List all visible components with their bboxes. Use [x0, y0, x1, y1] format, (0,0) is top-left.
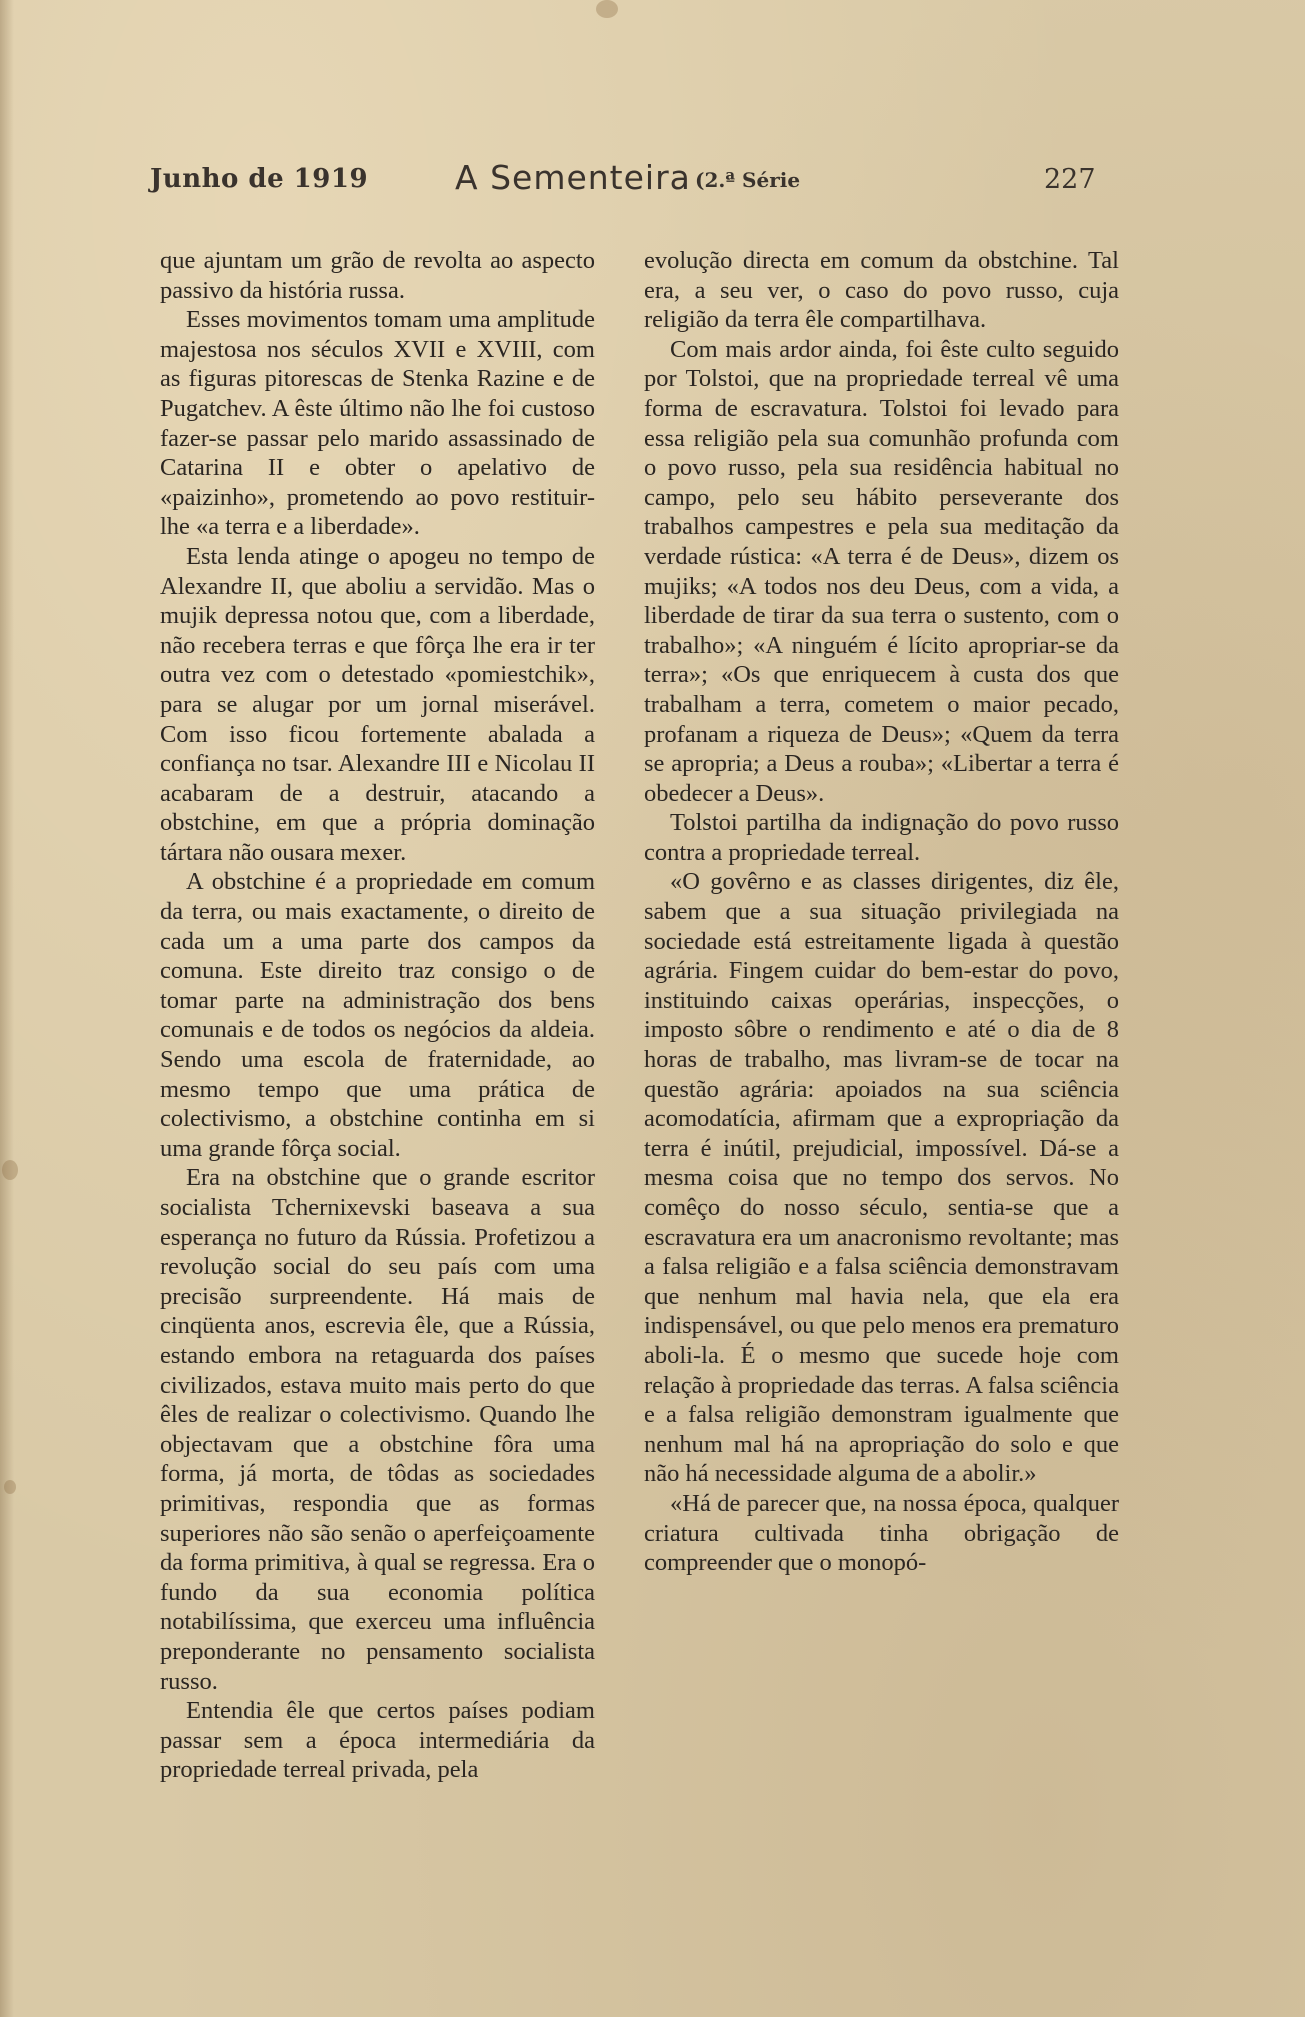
page-number: 227 [1044, 164, 1096, 195]
journal-title: A Sementeira [455, 158, 691, 197]
paragraph: Esta lenda atinge o apogeu no tempo de Alexandre II, que aboliu a servidão. Mas o mujik depressa notou que, com a liberdade, não recebera terras e que fôrça lhe era ir ter outra vez com o detestado «pomiestchik», para se alugar por um jornal miserável. Com isso ficou fortemente abalada a confiança no tsar. Alexandre III e Nicolau II acabaram de a destruir, atacando a obstchine, em que a própria dominação tártara não ousara mexer. [160, 542, 595, 866]
paragraph: A obstchine é a propriedade em comum da terra, ou mais exactamente, o direito de cada um a uma parte dos campos da comuna. Este direito traz consigo o de tomar parte na administração dos bens comunais e de todos os negócios da aldeia. Sendo uma escola de fraternidade, ao mesmo tempo que uma prática de colectivismo, a obstchine continha em si uma grande fôrça social. [160, 868, 595, 1162]
series-label: (2.ª Série [695, 168, 801, 192]
paragraph: que ajuntam um grão de revolta ao aspecto passivo da história russa. [160, 247, 595, 304]
paragraph: Tolstoi partilha da indignação do povo russo contra a propriedade terreal. [644, 809, 1119, 866]
page-edge [0, 0, 14, 2017]
paragraph: Era na obstchine que o grande escritor socialista Tchernixevski baseava a sua esperança no futuro da Rússia. Profetizou a revolução social do seu país com uma precisão surpreendente. Há mais de cinqüenta anos, escrevia êle, que a Rússia, estando embora na retaguarda dos países civilizados, estava muito mais perto do que êles de realizar o colectivismo. Quando lhe objectavam que a obstchine fôra uma forma, já morta, de tôdas as sociedades primitivas, respondia que as formas superiores não são senão o aperfeiçoamente da forma primitiva, à qual se regressa. Era o fundo da sua economia política notabilíssima, que exerceu uma influência preponderante no pensamento socialista russo. [160, 1164, 595, 1695]
paragraph: «Há de parecer que, na nossa época, qualquer criatura cultivada tinha obrigação de compreender que o monopó- [644, 1489, 1119, 1577]
paper-stain [4, 1480, 16, 1494]
paragraph: Entendia êle que certos países podiam passar sem a época intermediária da propriedade terreal privada, pela [160, 1697, 595, 1784]
paragraph: Esses movimentos tomam uma amplitude majestosa nos séculos XVII e XVIII, com as figuras pitorescas de Stenka Razine e de Pugatchev. A êste último não lhe foi custoso fazer-se passar pelo marido assassinado de Catarina II e obter o apelativo de «paizinho», prometendo ao povo restituir-lhe «a terra e a liberdade». [160, 306, 595, 541]
right-column [644, 246, 1119, 1578]
paragraph: «O govêrno e as classes dirigentes, diz êle, sabem que a sua situação privilegiada na sociedade está estreitamente ligada à questão agrária. Fingem cuidar do bem-estar do povo, instituindo caixas operárias, inspecções, o imposto sôbre o rendimento e até o dia de 8 horas de trabalho, mas livram-se de tocar na questão agrária: apoiados na sua sciência acomodatícia, afirmam que a expropriação da terra é inútil, prejudicial, impossível. Dá-se a mesma coisa que no tempo dos servos. No comêço do nosso século, sentia-se que a escravatura era um anacronismo revoltante; mas a falsa religião e a falsa sciência demonstravam que nenhum mal havia nela, que ela era indispensável, ou que pelo menos era prematuro aboli-la. É o mesmo que sucede hoje com relação à propriedade das terras. A falsa sciência e a falsa religião demonstram igualmente que nenhum mal há na apropriação do solo e que não há necessidade alguma de a abolir.» [644, 868, 1119, 1488]
paragraph: evolução directa em comum da obstchine. Tal era, a seu ver, o caso do povo russo, cuja religião da terra êle compartilhava. [644, 247, 1119, 334]
paper-stain [2, 1160, 18, 1180]
left-column [160, 246, 595, 1785]
paper-stain [596, 0, 618, 18]
running-header [150, 158, 1100, 204]
header-date: Junho de 1919 [150, 164, 369, 194]
paragraph: Com mais ardor ainda, foi êste culto seguido por Tolstoi, que na propriedade terreal vê uma forma de escravatura. Tolstoi foi levado para essa religião pela sua comunhão profunda com o povo russo, pela sua residência habitual no campo, pelo seu hábito perseverante dos trabalhos campestres e pela sua meditação da verdade rústica: «A terra é de Deus», dizem os mujiks; «A todos nos deu Deus, com a vida, a liberdade de tirar da sua terra o sustento, com o trabalho»; «A ninguém é lícito apropriar-se da terra»; «Os que enriquecem à custa dos que trabalham a terra, cometem o maior pecado, profanam a riqueza de Deus»; «Quem da terra se apropria; a Deus a rouba»; «Libertar a terra é obedecer a Deus». [644, 335, 1119, 807]
